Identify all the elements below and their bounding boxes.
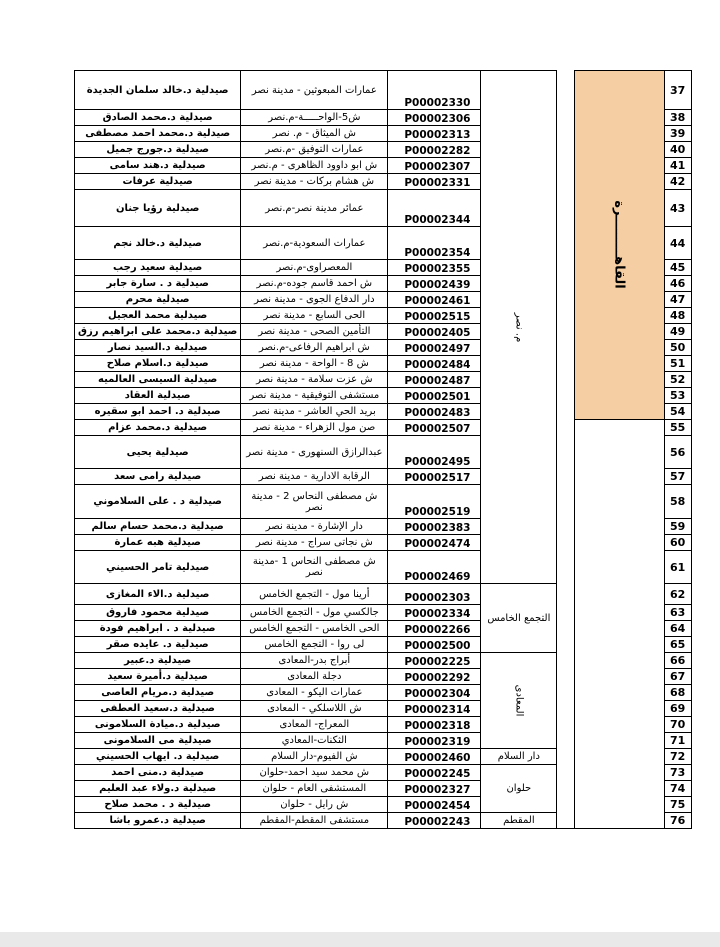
spacer-cell [557, 71, 575, 110]
pharmacy-code-cell: P00002483 [388, 404, 481, 420]
pharmacy-address-cell: مستشفى التوفيقية - مدينة نصر [241, 388, 388, 404]
pharmacy-name-cell: صيدلية د . ابراهيم فودة [75, 621, 241, 637]
pharmacy-address-cell: عمارات التوفيق -م.نصر [241, 142, 388, 158]
spacer-cell [557, 388, 575, 404]
governorate-cell [575, 71, 664, 420]
pharmacy-name-cell: صيدلية د.عبير [75, 653, 241, 669]
pharmacy-name-cell: صيدلية د.ولاء عبد العليم [75, 781, 241, 797]
row-number-cell: 49 [664, 324, 691, 340]
district-label: التجمع الخامس [487, 612, 551, 624]
pharmacy-address-cell: أبراج بدر-المعادى [241, 653, 388, 669]
pharmacy-name-cell: صيدلية محمد العجيل [75, 308, 241, 324]
pharmacy-address-cell: المعراج- المعادى [241, 717, 388, 733]
pharmacy-address-cell: عبدالرازق السنهورى - مدينة نصر [241, 436, 388, 469]
pharmacy-name-cell: صيدلية د . على السلاموني [75, 485, 241, 519]
spacer-cell [557, 436, 575, 469]
pharmacy-name-cell: صيدلية د.ميادة السلامونى [75, 717, 241, 733]
pharmacy-name-cell: صيدلية د.محمد على ابراهيم رزق [75, 324, 241, 340]
spacer-cell [557, 733, 575, 749]
pharmacy-code-cell: P00002500 [388, 637, 481, 653]
pharmacy-code-cell: P00002474 [388, 535, 481, 551]
pharmacy-address-cell: الحى السابع - مدينة نصر [241, 308, 388, 324]
pharmacy-name-cell: صيدلية مى السلامونى [75, 733, 241, 749]
spacer-cell [557, 781, 575, 797]
spacer-cell [557, 535, 575, 551]
row-number-cell: 44 [664, 227, 691, 260]
pharmacy-table [74, 70, 692, 829]
pharmacy-address-cell: ش رايل - حلوان [241, 797, 388, 813]
row-number-cell: 65 [664, 637, 691, 653]
district-label: م. نصر [513, 312, 525, 342]
pharmacy-address-cell: أرينا مول - التجمع الخامس [241, 584, 388, 605]
row-number-cell: 57 [664, 469, 691, 485]
row-number-cell: 39 [664, 126, 691, 142]
pharmacy-address-cell: المستشفى العام - حلوان [241, 781, 388, 797]
spacer-cell [557, 669, 575, 685]
spacer-cell [557, 605, 575, 621]
district-label: المعادى [513, 684, 525, 717]
pharmacy-code-cell: P00002507 [388, 420, 481, 436]
pharmacy-name-cell: صيدلية سعيد رجب [75, 260, 241, 276]
pharmacy-code-cell: P00002484 [388, 356, 481, 372]
pharmacy-name-cell: صيدلية د.محمد حسام سالم [75, 519, 241, 535]
pharmacy-code-cell: P00002318 [388, 717, 481, 733]
spacer-cell [557, 701, 575, 717]
district-label: حلوان [506, 783, 532, 794]
spacer-cell [557, 469, 575, 485]
pharmacy-code-cell: P00002405 [388, 324, 481, 340]
spacer-cell [557, 142, 575, 158]
spacer-cell [557, 653, 575, 669]
pharmacy-name-cell: صيدلية رامى سعد [75, 469, 241, 485]
pharmacy-name-cell: صيدلية محرم [75, 292, 241, 308]
row-number-cell: 46 [664, 276, 691, 292]
pharmacy-code-cell: P00002517 [388, 469, 481, 485]
pharmacy-name-cell: صيدلية د.السيد نصار [75, 340, 241, 356]
row-number-cell: 66 [664, 653, 691, 669]
row-number-cell: 41 [664, 158, 691, 174]
district-cell [481, 584, 557, 653]
spacer-cell [557, 324, 575, 340]
row-number-cell: 70 [664, 717, 691, 733]
pharmacy-address-cell: بريد الحي العاشر - مدينة نصر [241, 404, 388, 420]
spacer-cell [557, 372, 575, 388]
row-number-cell: 62 [664, 584, 691, 605]
pharmacy-code-cell: P00002334 [388, 605, 481, 621]
pharmacy-name-cell: صيدلية د.هند سامى [75, 158, 241, 174]
pharmacy-code-cell: P00002454 [388, 797, 481, 813]
spacer-cell [557, 685, 575, 701]
row-number-cell: 56 [664, 436, 691, 469]
spacer-cell [557, 797, 575, 813]
row-number-cell: 42 [664, 174, 691, 190]
pharmacy-address-cell: ش احمد قاسم جوده-م.نصر [241, 276, 388, 292]
spacer-cell [557, 356, 575, 372]
pharmacy-code-cell: P00002344 [388, 190, 481, 227]
pharmacy-address-cell: ش مصطفى النحاس 2 - مدينة نصر [241, 485, 388, 519]
pharmacy-name-cell: صيدلية د . سارة جابر [75, 276, 241, 292]
row-number-cell: 69 [664, 701, 691, 717]
pharmacy-name-cell: صيدلية هبه عمارة [75, 535, 241, 551]
pharmacy-name-cell: صيدلية تامر الحسيني [75, 551, 241, 584]
pharmacy-code-cell: P00002307 [388, 158, 481, 174]
pharmacy-code-cell: P00002306 [388, 110, 481, 126]
district-cell [481, 653, 557, 749]
pharmacy-address-cell: دجلة المعادى [241, 669, 388, 685]
pharmacy-address-cell: ش مصطفى النحاس 1 -مدينة نصر [241, 551, 388, 584]
row-number-cell: 43 [664, 190, 691, 227]
governorate-cell-continued [575, 420, 664, 829]
pharmacy-code-cell: P00002225 [388, 653, 481, 669]
pharmacy-address-cell: الثكنات-المعادي [241, 733, 388, 749]
spacer-cell [557, 292, 575, 308]
pharmacy-name-cell: صيدلية د.محمد الصادق [75, 110, 241, 126]
spacer-cell [557, 420, 575, 436]
pharmacy-name-cell: صيدلية د.الاء المغازى [75, 584, 241, 605]
pharmacy-address-cell: الحى الخامس - التجمع الخامس [241, 621, 388, 637]
row-number-cell: 75 [664, 797, 691, 813]
row-number-cell: 71 [664, 733, 691, 749]
spacer-cell [557, 110, 575, 126]
table-row [75, 420, 692, 436]
pharmacy-address-cell: عمائر مدينة نصر-م.نصر [241, 190, 388, 227]
district-label: المقطم [503, 815, 535, 826]
pharmacy-code-cell: P00002355 [388, 260, 481, 276]
spacer-cell [557, 190, 575, 227]
spacer-cell [557, 749, 575, 765]
row-number-cell: 72 [664, 749, 691, 765]
spacer-cell [557, 174, 575, 190]
pharmacy-code-cell: P00002303 [388, 584, 481, 605]
pharmacy-code-cell: P00002439 [388, 276, 481, 292]
spacer-cell [557, 340, 575, 356]
row-number-cell: 76 [664, 813, 691, 829]
row-number-cell: 64 [664, 621, 691, 637]
pharmacy-name-cell: صيدلية د.محمد عزام [75, 420, 241, 436]
spacer-cell [557, 717, 575, 733]
pharmacy-address-cell: ش ابو داوود الظاهرى - م.نصر [241, 158, 388, 174]
row-number-cell: 38 [664, 110, 691, 126]
pharmacy-name-cell: صيدلية د.سعيد العطفى [75, 701, 241, 717]
pharmacy-code-cell: P00002495 [388, 436, 481, 469]
pharmacy-name-cell: صيدلية د.خالد سلمان الجديدة [75, 71, 241, 110]
pharmacy-name-cell: صيدلية د. احمد ابو سقيره [75, 404, 241, 420]
pharmacy-address-cell: المعصراوى-م.نصر [241, 260, 388, 276]
pharmacy-name-cell: صيدلية السيسى العالميه [75, 372, 241, 388]
pharmacy-code-cell: P00002501 [388, 388, 481, 404]
row-number-cell: 45 [664, 260, 691, 276]
pharmacy-name-cell: صيدلية د. عايده صقر [75, 637, 241, 653]
pharmacy-code-cell: P00002243 [388, 813, 481, 829]
pharmacy-code-cell: P00002515 [388, 308, 481, 324]
spacer-cell [557, 813, 575, 829]
pharmacy-address-cell: ش هشام بركات - مدينة نصر [241, 174, 388, 190]
pharmacy-code-cell: P00002519 [388, 485, 481, 519]
pharmacy-address-cell: ش الفيوم-دار السلام [241, 749, 388, 765]
district-cell [481, 813, 557, 829]
spacer-cell [557, 404, 575, 420]
district-cell [481, 71, 557, 584]
pharmacy-code-cell: P00002314 [388, 701, 481, 717]
governorate-label: القاهـــــــــرة [612, 200, 628, 289]
row-number-cell: 61 [664, 551, 691, 584]
row-number-cell: 63 [664, 605, 691, 621]
pharmacy-name-cell: صيدلية عرفات [75, 174, 241, 190]
row-number-cell: 55 [664, 420, 691, 436]
spacer-cell [557, 227, 575, 260]
row-number-cell: 59 [664, 519, 691, 535]
pharmacy-address-cell: ش الميثاق - م. نصر [241, 126, 388, 142]
pharmacy-code-cell: P00002327 [388, 781, 481, 797]
pharmacy-name-cell: صيدلية د.منى احمد [75, 765, 241, 781]
pharmacy-name-cell: صيدلية رؤيا جنان [75, 190, 241, 227]
row-number-cell: 60 [664, 535, 691, 551]
pharmacy-code-cell: P00002282 [388, 142, 481, 158]
pharmacy-code-cell: P00002331 [388, 174, 481, 190]
pharmacy-address-cell: الرقابة الادارية - مدينة نصر [241, 469, 388, 485]
row-number-cell: 50 [664, 340, 691, 356]
district-cell [481, 765, 557, 813]
spacer-cell [557, 260, 575, 276]
pharmacy-address-cell: دار الدفاع الجوى - مدينة نصر [241, 292, 388, 308]
pharmacy-address-cell: جالكسي مول - التجمع الخامس [241, 605, 388, 621]
spacer-cell [557, 551, 575, 584]
pharmacy-code-cell: P00002487 [388, 372, 481, 388]
pharmacy-name-cell: صيدلية د.أميرة سعيد [75, 669, 241, 685]
pharmacy-address-cell: ش5-الواحـــــة-م.نصر [241, 110, 388, 126]
pharmacy-address-cell: ش ابراهيم الرفاعى-م.نصر [241, 340, 388, 356]
pharmacy-code-cell: P00002266 [388, 621, 481, 637]
pharmacy-address-cell: ش نجاتى سراج - مدينة نصر [241, 535, 388, 551]
pharmacy-code-cell: P00002313 [388, 126, 481, 142]
pharmacy-code-cell: P00002319 [388, 733, 481, 749]
row-number-cell: 51 [664, 356, 691, 372]
spacer-cell [557, 158, 575, 174]
row-number-cell: 68 [664, 685, 691, 701]
pharmacy-name-cell: صيدلية د.جورج جميل [75, 142, 241, 158]
pharmacy-address-cell: ش اللاسلكي - المعادى [241, 701, 388, 717]
row-number-cell: 48 [664, 308, 691, 324]
row-number-cell: 53 [664, 388, 691, 404]
spacer-cell [557, 126, 575, 142]
spacer-cell [557, 584, 575, 605]
pharmacy-address-cell: عمارات المبعوثين - مدينة نصر [241, 71, 388, 110]
table-row [75, 71, 692, 110]
row-number-cell: 52 [664, 372, 691, 388]
pharmacy-code-cell: P00002304 [388, 685, 481, 701]
pharmacy-address-cell: ش محمد سيد احمد-حلوان [241, 765, 388, 781]
pharmacy-code-cell: P00002330 [388, 71, 481, 110]
pharmacy-code-cell: P00002460 [388, 749, 481, 765]
pharmacy-address-cell: عمارات السعودية-م.نصر [241, 227, 388, 260]
pharmacy-code-cell: P00002497 [388, 340, 481, 356]
pharmacy-code-cell: P00002354 [388, 227, 481, 260]
spacer-cell [557, 765, 575, 781]
pharmacy-address-cell: صن مول الزهراء - مدينة نصر [241, 420, 388, 436]
pharmacy-name-cell: صيدلية د.خالد نجم [75, 227, 241, 260]
pharmacy-name-cell: صيدلية د.مريام العاصى [75, 685, 241, 701]
row-number-cell: 67 [664, 669, 691, 685]
pharmacy-address-cell: دار الإشارة - مدينة نصر [241, 519, 388, 535]
district-cell [481, 749, 557, 765]
pharmacy-name-cell: صيدلية د. ايهاب الحسيني [75, 749, 241, 765]
district-label: دار السلام [497, 751, 540, 762]
pharmacy-code-cell: P00002245 [388, 765, 481, 781]
pharmacy-address-cell: لى روا - التجمع الخامس [241, 637, 388, 653]
row-number-cell: 37 [664, 71, 691, 110]
row-number-cell: 73 [664, 765, 691, 781]
pharmacy-code-cell: P00002461 [388, 292, 481, 308]
spacer-cell [557, 276, 575, 292]
pharmacy-code-cell: P00002383 [388, 519, 481, 535]
pharmacy-name-cell: صيدلية العقاد [75, 388, 241, 404]
pharmacy-name-cell: صيدلية د . محمد صلاح [75, 797, 241, 813]
row-number-cell: 58 [664, 485, 691, 519]
pharmacy-name-cell: صيدلية د.اسلام صلاح [75, 356, 241, 372]
spacer-cell [557, 519, 575, 535]
pharmacy-address-cell: ش عزت سلامة - مدينة نصر [241, 372, 388, 388]
pharmacy-address-cell: ش 8 - الواحة - مدينة نصر [241, 356, 388, 372]
spacer-cell [557, 485, 575, 519]
pharmacy-address-cell: التأمين الصحى - مدينة نصر [241, 324, 388, 340]
row-number-cell: 40 [664, 142, 691, 158]
pharmacy-address-cell: مستشفى المقطم-المقطم [241, 813, 388, 829]
row-number-cell: 47 [664, 292, 691, 308]
pharmacy-code-cell: P00002469 [388, 551, 481, 584]
pharmacy-code-cell: P00002292 [388, 669, 481, 685]
pharmacy-name-cell: صيدلية د.محمد احمد مصطفى [75, 126, 241, 142]
spacer-cell [557, 621, 575, 637]
row-number-cell: 54 [664, 404, 691, 420]
row-number-cell: 74 [664, 781, 691, 797]
pharmacy-address-cell: عمارات اليكو - المعادى [241, 685, 388, 701]
spacer-cell [557, 308, 575, 324]
pharmacy-name-cell: صيدلية يحيى [75, 436, 241, 469]
pharmacy-name-cell: صيدلية محمود فاروق [75, 605, 241, 621]
pharmacy-name-cell: صيدلية د.عمرو باشا [75, 813, 241, 829]
spacer-cell [557, 637, 575, 653]
